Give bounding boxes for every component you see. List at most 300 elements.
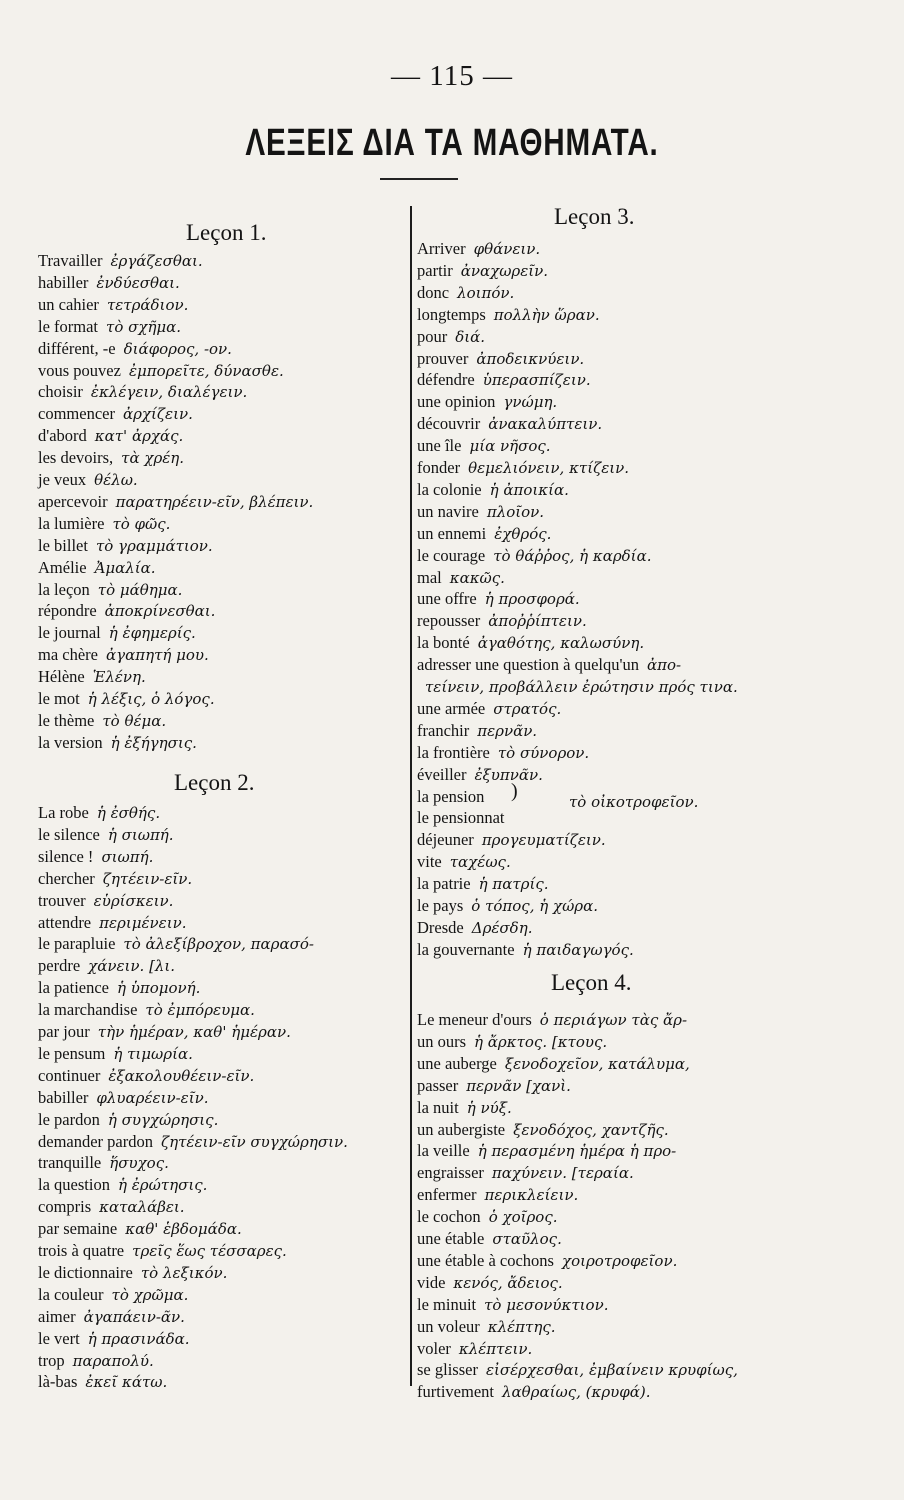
vocab-entry [417,1316,556,1338]
french-term: passer [417,1075,459,1095]
greek-translation: διά. [455,327,486,346]
vocab-entry [38,1371,167,1393]
vocab-entry [38,1131,348,1153]
vocab-entry [417,939,634,961]
vocab-entry [417,369,591,391]
vocab-entry [417,1250,677,1272]
french-term: le pensionnat [417,808,505,828]
vocab-entry [38,1240,287,1262]
vocab-entry [38,272,180,294]
french-term: fonder [417,458,461,477]
greek-translation: ἐχθρός. [494,524,552,543]
french-term: attendre [38,912,92,932]
french-term: la leçon [38,579,90,599]
french-term: chercher [38,868,95,888]
french-term: la pension [417,786,485,806]
greek-translation: τὸ φῶς. [112,514,171,533]
vocab-entry [38,1087,208,1109]
french-term: les devoirs, [38,448,114,468]
greek-translation: ἡ περασμένη ἡμέρα ἡ προ- [477,1142,677,1161]
french-term: engraisser [417,1163,484,1183]
greek-translation: τὸ θέμα. [102,711,167,730]
greek-translation: ὑπερασπίζειν. [482,371,591,390]
french-term: le billet [38,535,88,555]
vocab-entry [417,895,598,917]
french-term: habiller [38,272,89,292]
french-term: repousser [417,611,481,631]
vocab-entry [417,413,602,435]
vocab-entry [417,304,600,326]
vocab-entry [38,1218,242,1240]
french-term: le minuit [417,1294,477,1314]
greek-translation: περικλείειν. [484,1186,579,1205]
greek-translation: ἀποδεικνύειν. [476,349,585,368]
greek-translation: ἐμπορεῖτε, δύνασθε. [128,361,284,380]
vocab-entry [417,742,589,764]
vocab-entry [38,360,284,382]
french-term: un navire [417,501,479,521]
greek-translation: λαθραίως, (κρυφά). [501,1383,651,1402]
vocab-entry [38,447,184,469]
vocab-entry [38,622,196,644]
french-term: le courage [417,545,486,565]
french-term: la nuit [417,1097,459,1117]
greek-translation: τὸ ἀλεξίβροχον, παρασό- [123,935,314,954]
greek-translation: χάνειν. [λι. [88,957,176,976]
french-term: mal [417,567,442,587]
vocab-entry [417,326,485,348]
greek-translation: τὸ μεσονύκτιον. [484,1295,609,1314]
vocab-entry [417,1031,607,1053]
vocab-entry [417,829,606,851]
greek-translation: Ἑλένη. [92,668,146,687]
french-term: une opinion [417,392,496,412]
vocab-entry [38,1109,218,1131]
french-term: franchir [417,720,470,740]
greek-translation: ξενοδόχος, χαντζῆς. [513,1120,669,1139]
vocab-entry [38,868,192,890]
greek-translation: ὁ περιάγων τὰς ἄρ- [539,1011,688,1029]
french-term: je veux [38,470,87,489]
greek-translation: ἐξακολουθέειν-εῖν. [108,1066,255,1085]
french-term: babiller [38,1087,89,1107]
vocab-entry [38,1021,291,1043]
vocab-entry [417,1053,690,1075]
greek-translation: τὸ θάῤῥος, ἡ καρδία. [493,546,652,565]
greek-translation: ἥσυχος. [109,1154,169,1173]
vocab-entry [417,1140,676,1162]
pension-brace: ) [511,780,518,802]
french-term: la bonté [417,633,470,653]
greek-translation: γνώμη. [503,393,558,412]
french-term: vous pouvez [38,360,121,380]
greek-translation: τὴν ἡμέραν, καθ' ἡμέραν. [97,1023,291,1041]
vocab-entry [38,933,314,955]
vocab-entry [38,316,181,338]
french-term: silence ! [38,846,94,866]
vocab-entry [38,1284,188,1306]
vocab-entry [417,676,738,698]
greek-translation: ἡ παιδαγωγός. [522,940,634,959]
vocab-entry [417,807,513,829]
greek-translation: ἐνδύεσθαι. [96,273,180,292]
french-term: aimer [38,1306,76,1326]
vocab-entry [38,912,186,934]
vocab-entry [38,381,247,403]
greek-translation: τὸ γραμμάτιον. [95,536,213,555]
greek-translation: ζητέειν-εῖν συγχώρησιν. [161,1132,348,1151]
french-term: continuer [38,1065,101,1085]
vocab-entry [38,1262,227,1284]
vocab-entry [417,610,587,632]
french-term: le cochon [417,1207,481,1227]
greek-translation: παχύνειν. [τεραία. [491,1164,634,1183]
greek-translation: πολλὴν ὥραν. [493,305,600,324]
page-title: ΛΕΞΕΙΣ ΔΙΑ ΤΑ ΜΑΘΗΜΑΤΑ. [245,122,659,164]
vocab-entry [417,1162,634,1184]
vocab-entry [417,632,644,654]
vocab-entry [38,1152,169,1174]
french-term: pour [417,326,448,346]
greek-translation: κακῶς. [449,568,505,587]
greek-translation: ἐκεῖ κάτω. [85,1373,168,1392]
vocab-entry [38,732,197,754]
greek-translation: ἐργάζεσθαι. [110,252,203,270]
french-term: le mot [38,689,80,708]
greek-translation: πλοῖον. [486,502,545,521]
french-term: partir [417,260,453,280]
greek-translation: ἡ ἐξήγησις. [110,733,197,752]
french-term: une étable [417,1229,485,1248]
greek-translation: κλέπτης. [487,1317,556,1336]
greek-translation: ἀποῤῥίπτειν. [488,612,587,631]
french-term: la gouvernante [417,939,515,959]
greek-translation: ἀπο- [647,656,682,675]
french-term: la colonie [417,479,482,499]
vocab-entry [38,250,203,272]
greek-translation: τὸ σύνορον. [497,743,590,762]
vocab-entry [38,513,170,535]
french-term: vide [417,1272,446,1292]
vocab-entry [417,348,584,370]
vocab-entry [38,1196,185,1218]
french-term: la patience [38,978,109,998]
french-term: Dresde [417,917,464,937]
vocab-entry [417,1294,608,1316]
greek-translation: τρεῖς ἕως τέσσαρες. [132,1242,287,1260]
french-term: adresser une question à quelqu'un [417,655,639,675]
greek-translation: φλυαρέειν-εῖν. [96,1088,209,1107]
greek-translation: διάφορος, -ον. [123,339,232,358]
french-term: répondre [38,601,97,621]
greek-translation: ἡ συγχώρησις. [107,1110,219,1129]
greek-translation: τὸ λεξικόν. [140,1263,228,1282]
greek-translation: μία νῆσος. [469,437,551,456]
french-term: la patrie [417,874,471,894]
french-term: défendre [417,370,475,390]
french-term: furtivement [417,1382,494,1402]
vocab-entry [417,238,540,260]
vocab-entry [417,1272,563,1294]
french-term: une étable à cochons [417,1250,554,1270]
vocab-entry [417,851,511,873]
greek-translation: παραπολύ. [72,1351,154,1370]
french-term: le pensum [38,1043,106,1063]
lesson-3-heading: Leçon 3. [554,204,635,229]
french-term: le dictionnaire [38,1262,133,1282]
french-term: perdre [38,956,81,976]
vocab-entry [38,403,193,425]
vocab-entry [417,391,557,413]
vocab-entry [38,1350,154,1372]
french-term: enfermer [417,1185,477,1205]
vocab-entry [417,1338,532,1360]
greek-translation: ἡ πρασινάδα. [87,1329,190,1348]
vocab-entry [417,523,551,545]
french-term: apercevoir [38,491,108,511]
greek-translation: κενός, ἄδειος. [453,1273,563,1292]
french-term: le pays [417,896,464,915]
lesson-2-heading: Leçon 2. [174,770,255,795]
vocab-entry [38,425,183,447]
french-term: le vert [38,1328,80,1348]
french-term: découvrir [417,414,481,434]
vocab-entry [38,1065,254,1087]
vocab-entry [417,720,537,742]
greek-translation: ἡ ἐσθής. [96,804,161,822]
greek-translation: προγευματίζειν. [481,831,606,850]
vocab-entry [417,698,561,720]
french-term: le silence [38,824,100,844]
greek-translation: τὸ μάθημα. [97,580,183,599]
french-term: donc [417,282,450,302]
greek-translation: τὸ ἐμπόρευμα. [145,1001,255,1020]
vocab-entry [417,1075,571,1097]
greek-translation: ἡ τιμωρία. [113,1044,193,1063]
vocab-entry [38,666,146,688]
greek-translation: ταχέως. [449,853,511,872]
french-term: se glisser [417,1360,478,1380]
french-term: une auberge [417,1053,497,1073]
greek-translation: τετράδιον. [106,295,189,314]
greek-translation: ἡ ἀποικία. [489,480,569,499]
greek-translation: ἐξυπνᾶν. [474,765,543,784]
vocab-entry [417,1206,558,1228]
vocab-entry [417,545,651,567]
vocab-entry [417,1184,578,1206]
french-term: différent, -e [38,338,116,358]
french-term: d'abord [38,426,87,446]
vocab-entry [417,479,569,501]
greek-translation: σιωπή. [101,847,154,866]
vocab-entry [417,654,681,676]
french-term: trouver [38,890,86,910]
greek-translation: τὸ σχῆμα. [106,317,182,336]
french-term: la question [38,1175,110,1195]
french-term: par semaine [38,1219,118,1239]
vocab-entry [417,1009,687,1031]
greek-translation: εἰσέρχεσθαι, ἐμβαίνειν κρυφίως, [485,1361,738,1380]
french-term: le pardon [38,1109,100,1129]
vocab-entry [417,917,532,939]
greek-translation: εὑρίσκειν. [93,891,174,910]
vocab-entry [417,786,492,808]
vocab-entry [417,501,544,523]
vocab-entry [38,890,173,912]
french-term: un ennemi [417,523,487,543]
vocab-entry [417,567,505,589]
greek-translation: ἀναχωρεῖν. [460,261,549,280]
greek-translation: τὸ χρῶμα. [111,1285,189,1304]
french-term: commencer [38,404,115,424]
vocab-entry [417,457,629,479]
greek-translation: ἀγαπητή μου. [106,646,209,665]
french-term: un aubergiste [417,1119,506,1139]
greek-translation: ἀγαπάειν-ᾶν. [83,1307,185,1326]
vocab-entry [417,1097,512,1119]
french-term: un cahier [38,294,99,314]
vocab-entry [38,802,160,824]
greek-translation: Ἀμαλία. [94,558,156,577]
greek-translation: ἡ ἐρώτησις. [117,1176,208,1195]
greek-translation: ζητέειν-εῖν. [102,869,193,888]
greek-translation: θεμελιόνειν, κτίζειν. [468,459,630,477]
vocab-entry [38,710,166,732]
french-term: compris [38,1197,92,1217]
pension-translation: τὸ οἰκοτροφεῖον. [569,793,699,811]
french-term: tranquille [38,1153,102,1173]
vocab-entry [417,1359,738,1381]
vocab-entry [417,260,548,282]
greek-translation: ἡ πατρίς. [478,875,549,894]
french-term: une offre [417,589,477,609]
page-number: — 115 — [391,60,513,92]
vocab-entry [38,1328,190,1350]
greek-translation: φθάνειν. [473,240,541,258]
greek-translation: ἡ νύξ. [466,1098,512,1117]
vocab-entry [38,535,213,557]
greek-translation: ἡ λέξις, ὁ λόγος. [87,690,215,708]
greek-translation: ὁ χοῖρος. [488,1208,558,1227]
french-term: trois à quatre [38,1241,125,1260]
greek-translation: ἀρχίζειν. [122,405,193,424]
vocab-entry [38,557,156,579]
vocab-entry [417,764,543,786]
vocab-entry [417,1228,562,1250]
greek-translation: τὰ χρέη. [121,449,185,468]
greek-translation: καταλάβει. [99,1198,185,1217]
greek-translation: ἡ ἐφημερίς. [108,624,196,643]
french-term: déjeuner [417,830,474,850]
greek-translation: περνᾶν. [477,721,538,740]
greek-translation: στρατός. [493,699,562,718]
greek-translation: χοιροτροφεῖον. [561,1251,678,1270]
greek-translation: κλέπτειν. [458,1339,533,1358]
french-term: la veille [417,1141,470,1161]
french-term: éveiller [417,764,467,784]
vocab-entry [417,435,551,457]
vocab-entry [38,491,313,513]
french-term: une île [417,436,462,456]
vocab-entry [38,1306,185,1328]
greek-translation: τείνειν, προβάλλειν ἐρώτησιν πρός τινα. [425,678,738,696]
vocab-entry [38,999,255,1021]
vocab-entry [38,824,174,846]
french-term: une armée [417,698,486,718]
french-term: le parapluie [38,934,116,954]
vocab-entry [417,282,514,304]
greek-translation: καθ' ἑβδομάδα. [125,1220,242,1239]
title-rule [380,178,458,180]
vocab-entry [417,1119,669,1141]
greek-translation: κατ' ἀρχάς. [94,427,184,446]
greek-translation: παρατηρέειν-εῖν, βλέπειν. [115,492,314,511]
greek-translation: ἀγαθότης, καλωσύνη. [477,634,645,653]
french-term: un ours [417,1031,467,1051]
greek-translation: σταῦλος. [492,1230,562,1248]
lesson-4-heading: Leçon 4. [551,970,632,995]
french-term: trop [38,1350,65,1370]
french-term: voler [417,1338,451,1358]
french-term: la couleur [38,1284,104,1304]
greek-translation: Δρέσδη. [471,918,533,937]
french-term: demander pardon [38,1131,153,1151]
french-term: Arriver [417,239,466,258]
french-term: ma chère [38,645,98,665]
french-term: choisir [38,382,83,402]
vocab-entry [38,294,188,316]
greek-translation: ἀποκρίνεσθαι. [104,602,216,621]
vocab-entry [417,1381,651,1403]
greek-translation: ἡ ὑπομονή. [117,979,201,998]
french-term: prouver [417,348,469,368]
greek-translation: ξενοδοχεῖον, κατάλυμα, [504,1054,690,1073]
french-term: un voleur [417,1316,480,1336]
vocab-entry [38,469,138,491]
vocab-entry [417,588,580,610]
french-term: là-bas [38,1372,78,1392]
french-term: la lumière [38,513,105,533]
french-term: Le meneur d'ours [417,1010,532,1029]
french-term: longtemps [417,304,486,324]
french-term: Hélène [38,667,85,687]
vocab-entry [38,600,215,622]
vocab-entry [38,579,182,601]
french-term: La robe [38,803,89,822]
greek-translation: λοιπόν. [457,283,515,302]
french-term: par jour [38,1022,90,1041]
vocab-entry [38,977,200,999]
greek-translation: ἡ σιωπή. [107,825,174,844]
french-term: le format [38,316,99,336]
greek-translation: ἀνακαλύπτειν. [488,415,603,434]
vocab-entry [38,644,209,666]
vocab-entry [38,955,175,977]
french-term: la frontière [417,742,490,762]
greek-translation: περνᾶν [χανὶ. [466,1076,571,1095]
vocab-entry [38,338,232,360]
french-term: vite [417,852,442,872]
french-term: le thème [38,710,95,730]
lesson-1-heading: Leçon 1. [186,220,267,245]
french-term: le journal [38,623,101,643]
french-term: la marchandise [38,1000,138,1020]
vocab-entry [38,846,153,868]
column-divider [410,206,412,1386]
greek-translation: θέλω. [94,471,138,489]
greek-translation: ἡ προσφορά. [484,590,580,609]
vocab-entry [38,1043,193,1065]
